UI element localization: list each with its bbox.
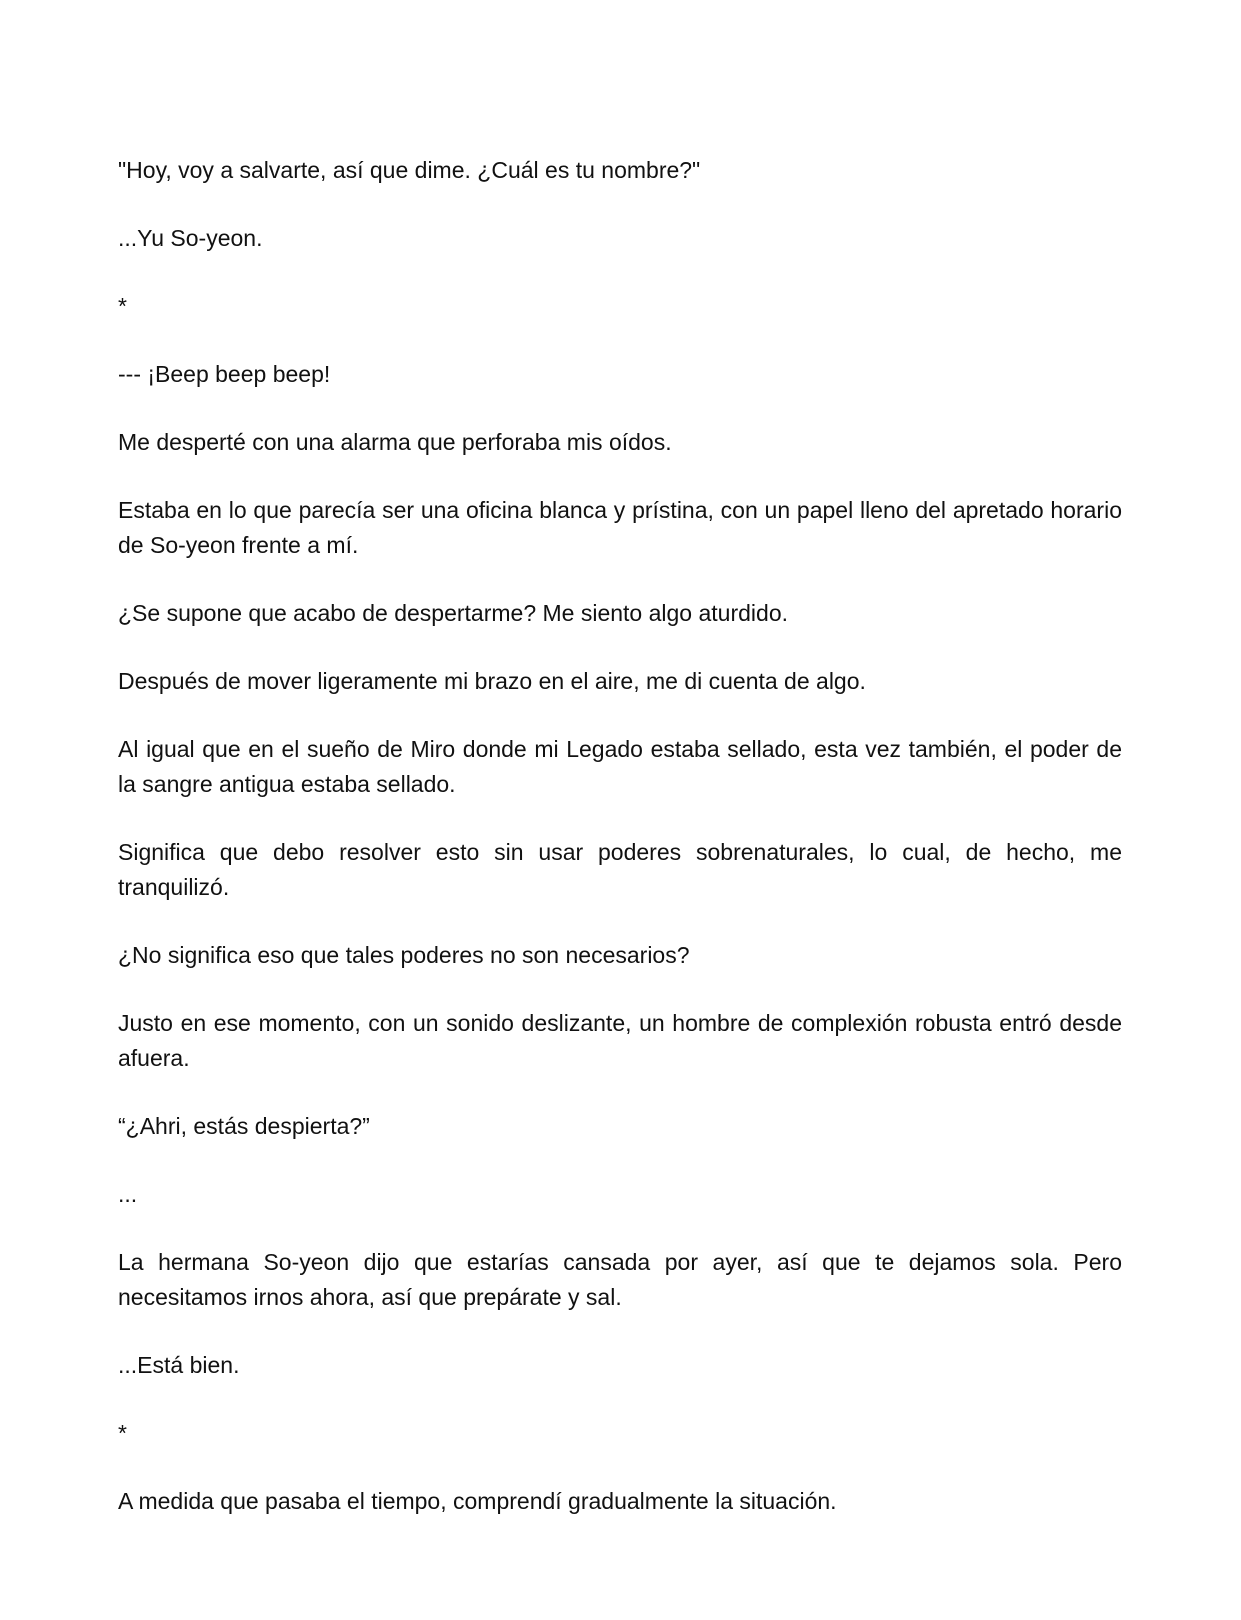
- document-body: [118, 153, 1122, 1552]
- scene-break: *: [118, 1420, 127, 1446]
- paragraph: Me desperté con una alarma que perforaba mis oídos.: [118, 429, 672, 455]
- paragraph: La hermana So-yeon dijo que estarías cansada por ayer, así que te dejamos sola. Pero necesitamos irnos ahora, así que prepárate y sal.: [118, 1249, 1122, 1310]
- paragraph: ...: [118, 1181, 138, 1207]
- paragraph: ¿Se supone que acabo de despertarme? Me siento algo aturdido.: [118, 600, 788, 626]
- paragraph: --- ¡Beep beep beep!: [118, 361, 331, 387]
- paragraph: ...Está bien.: [118, 1352, 240, 1378]
- paragraph: Estaba en lo que parecía ser una oficina blanca y prístina, con un papel lleno del apretado horario de So-yeon frente a mí.: [118, 497, 1122, 558]
- paragraph: Justo en ese momento, con un sonido deslizante, un hombre de complexión robusta entró desde afuera.: [118, 1010, 1122, 1071]
- paragraph: Al igual que en el sueño de Miro donde mi Legado estaba sellado, esta vez también, el poder de la sangre antigua estaba sellado.: [118, 736, 1122, 797]
- paragraph: Después de mover ligeramente mi brazo en el aire, me di cuenta de algo.: [118, 668, 866, 694]
- scene-break: *: [118, 293, 127, 319]
- paragraph: “¿Ahri, estás despierta?”: [118, 1113, 370, 1139]
- paragraph: A medida que pasaba el tiempo, comprendí gradualmente la situación.: [118, 1488, 837, 1514]
- paragraph: "Hoy, voy a salvarte, así que dime. ¿Cuál es tu nombre?": [118, 157, 701, 183]
- paragraph: ...Yu So-yeon.: [118, 225, 263, 251]
- paragraph: ¿No significa eso que tales poderes no son necesarios?: [118, 942, 690, 968]
- paragraph: Significa que debo resolver esto sin usar poderes sobrenaturales, lo cual, de hecho, me tranquilizó.: [118, 839, 1122, 900]
